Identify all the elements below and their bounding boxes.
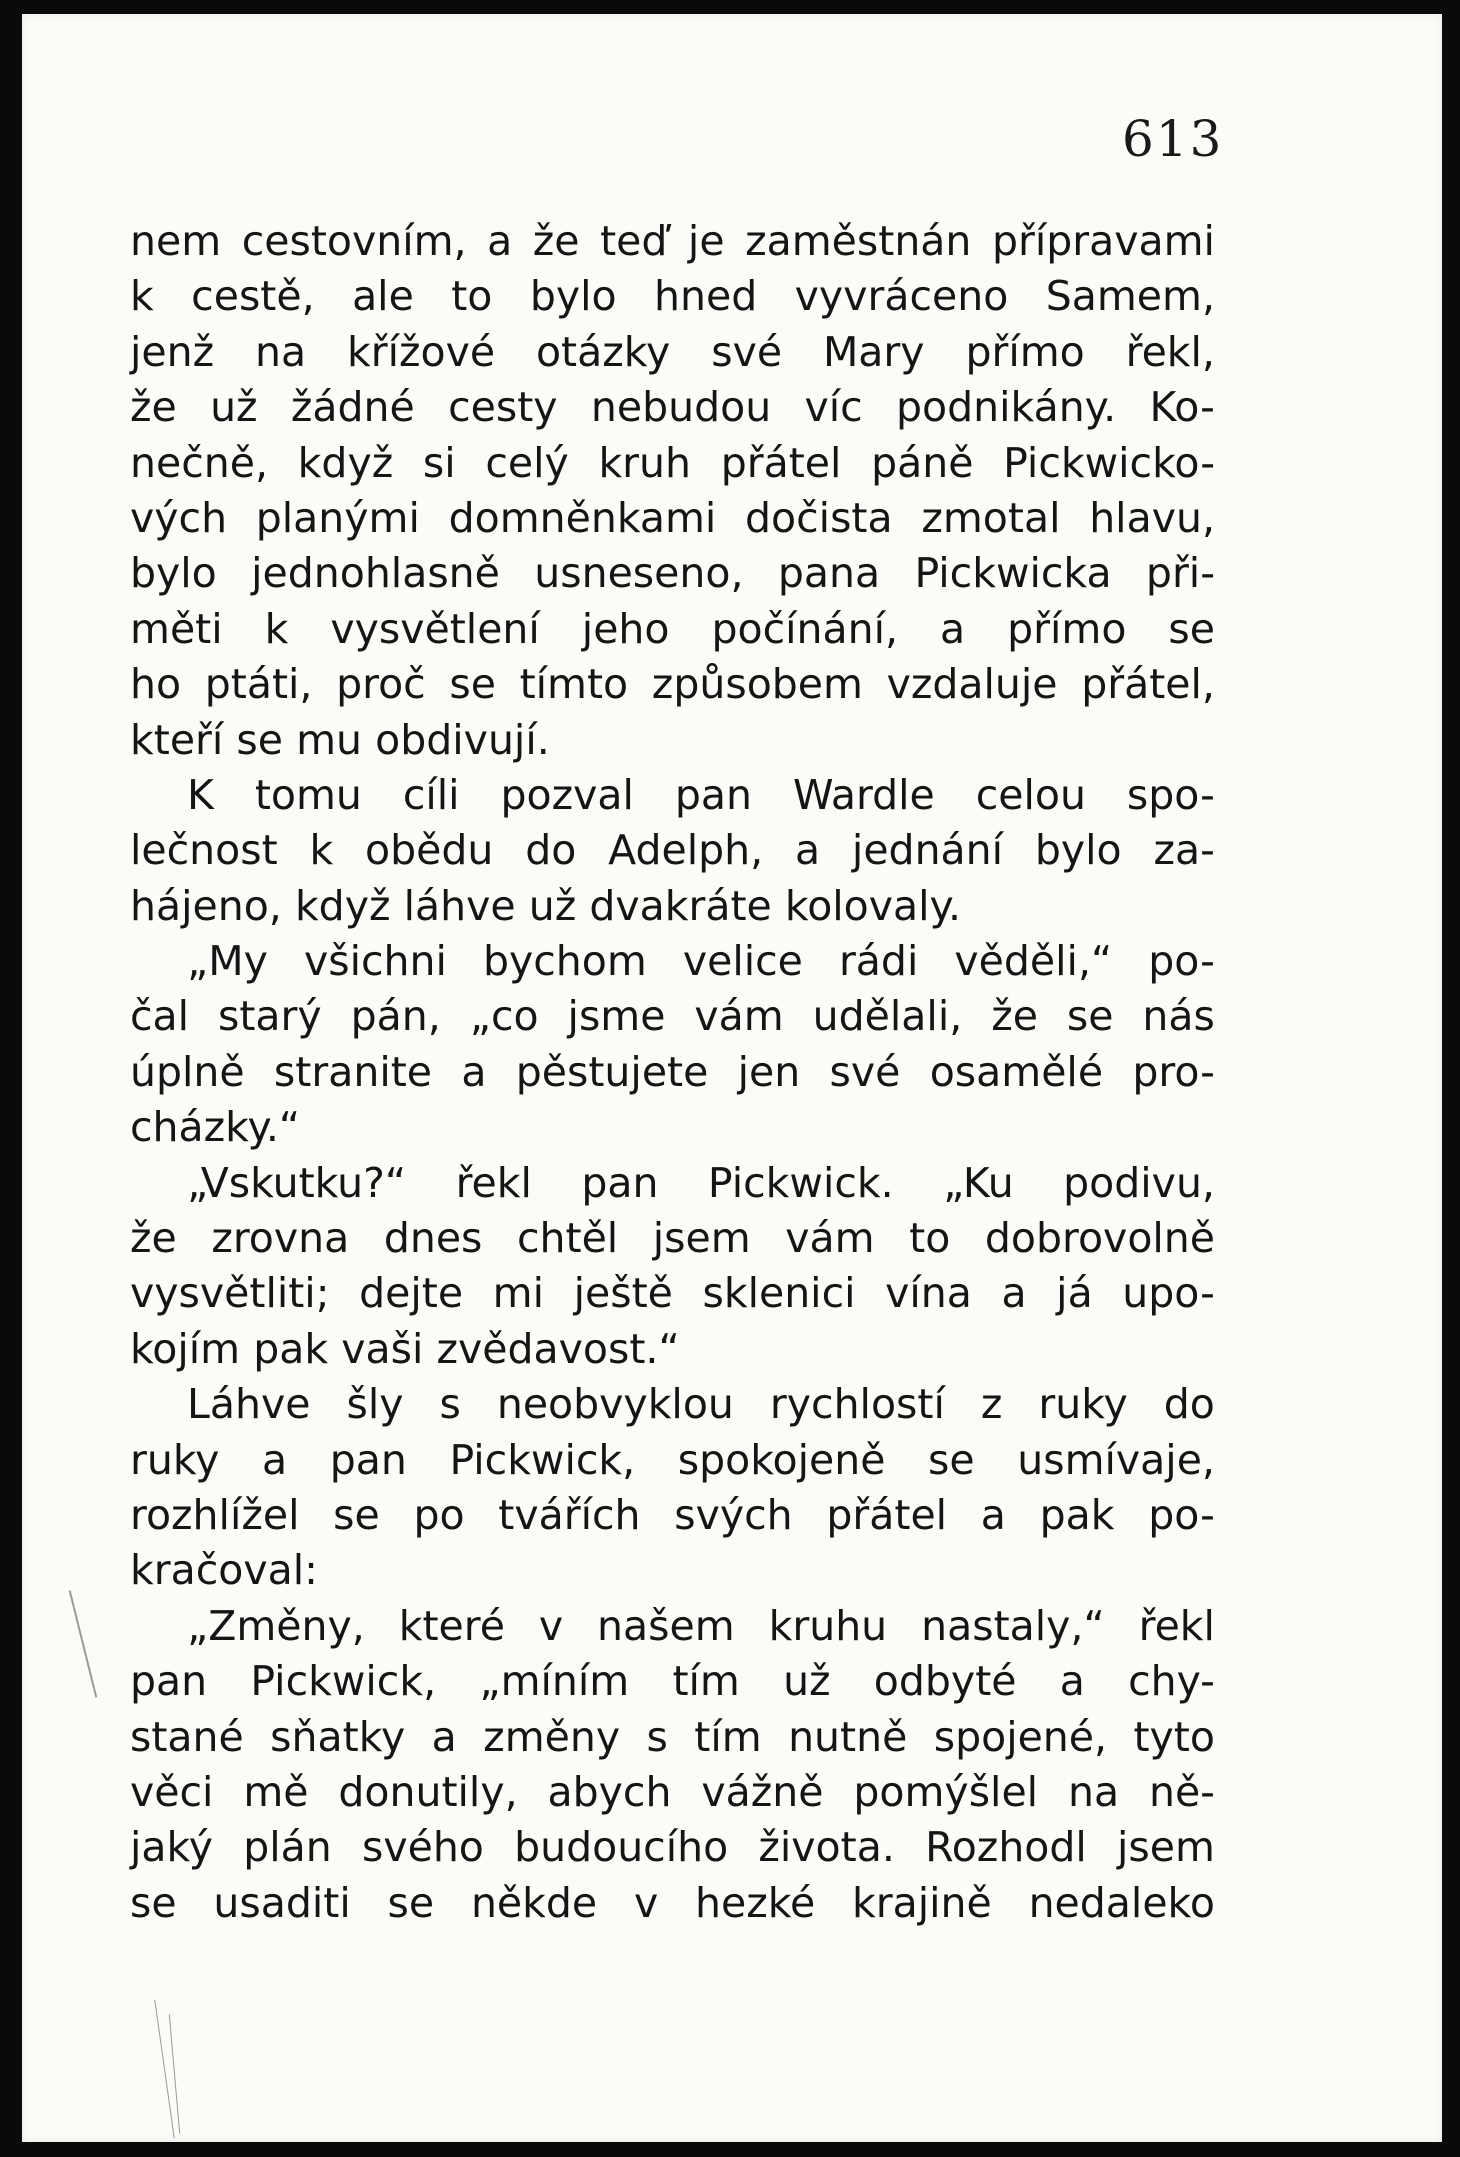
text-line: hájeno, když láhve už dvakráte kolovaly.: [130, 881, 961, 930]
text-line: úplně stranite a pěstujete jen své osamělé pro-: [130, 1047, 1215, 1096]
text-line: lečnost k obědu do Adelph, a jednání bylo za-: [130, 826, 1215, 875]
text-line: kračoval:: [130, 1546, 318, 1595]
text-line: stané sňatky a změny s tím nutně spojené, tyto: [130, 1712, 1215, 1761]
text-line: kteří se mu obdivují.: [130, 715, 550, 764]
text-line: kojím pak vaši zvědavost.“: [130, 1324, 680, 1373]
text-line: jenž na křížové otázky své Mary přímo řekl,: [130, 327, 1215, 376]
text-line: měti k vysvětlení jeho počínání, a přímo se: [130, 604, 1215, 653]
text-line: vých planými domněnkami dočista zmotal hlavu,: [130, 493, 1215, 542]
text-line: k cestě, ale to bylo hned vyvráceno Samem,: [130, 272, 1215, 321]
text-line: cházky.“: [130, 1103, 301, 1152]
text-line: ruky a pan Pickwick, spokojeně se usmívaje,: [130, 1435, 1215, 1484]
text-line: nečně, když si celý kruh přátel páně Pickwicko-: [130, 438, 1215, 487]
text-line: „Vskutku?“ řekl pan Pickwick. „Ku podivu,: [187, 1158, 1215, 1207]
text-line: bylo jednohlasně usneseno, pana Pickwicka při-: [130, 549, 1215, 598]
text-line: jaký plán svého budoucího života. Rozhodl jsem: [130, 1823, 1215, 1872]
text-line: „Změny, které v našem kruhu nastaly,“ řekl: [187, 1601, 1215, 1650]
text-line: Láhve šly s neobvyklou rychlostí z ruky do: [187, 1380, 1215, 1429]
text-line: K tomu cíli pozval pan Wardle celou spo-: [187, 770, 1215, 819]
scan-scratch-mark: [69, 1590, 98, 1697]
text-line: ho ptáti, proč se tímto způsobem vzdaluje přátel,: [130, 660, 1215, 709]
text-line: čal starý pán, „co jsme vám udělali, že se nás: [130, 992, 1215, 1041]
text-line: rozhlížel se po tvářích svých přátel a pak po-: [130, 1490, 1215, 1539]
text-line: že zrovna dnes chtěl jsem vám to dobrovolně: [130, 1214, 1215, 1263]
text-line: že už žádné cesty nebudou víc podnikány. Ko-: [130, 383, 1215, 432]
text-line: se usaditi se někde v hezké krajině nedaleko: [130, 1878, 1215, 1927]
text-line: věci mě donutily, abych vážně pomýšlel na ně-: [130, 1767, 1215, 1816]
text-line: vysvětliti; dejte mi ještě sklenici vína a já upo-: [130, 1269, 1215, 1318]
text-line: „My všichni bychom velice rádi věděli,“ po-: [187, 937, 1215, 986]
body-text: [130, 214, 1215, 1931]
page-number: 613: [1122, 110, 1224, 168]
scan-scratch-mark: [154, 2000, 174, 2139]
text-line: pan Pickwick, „míním tím už odbyté a chy-: [130, 1657, 1215, 1706]
book-page: [22, 14, 1442, 2142]
text-line: nem cestovním, a že teď je zaměstnán přípravami: [130, 217, 1215, 265]
